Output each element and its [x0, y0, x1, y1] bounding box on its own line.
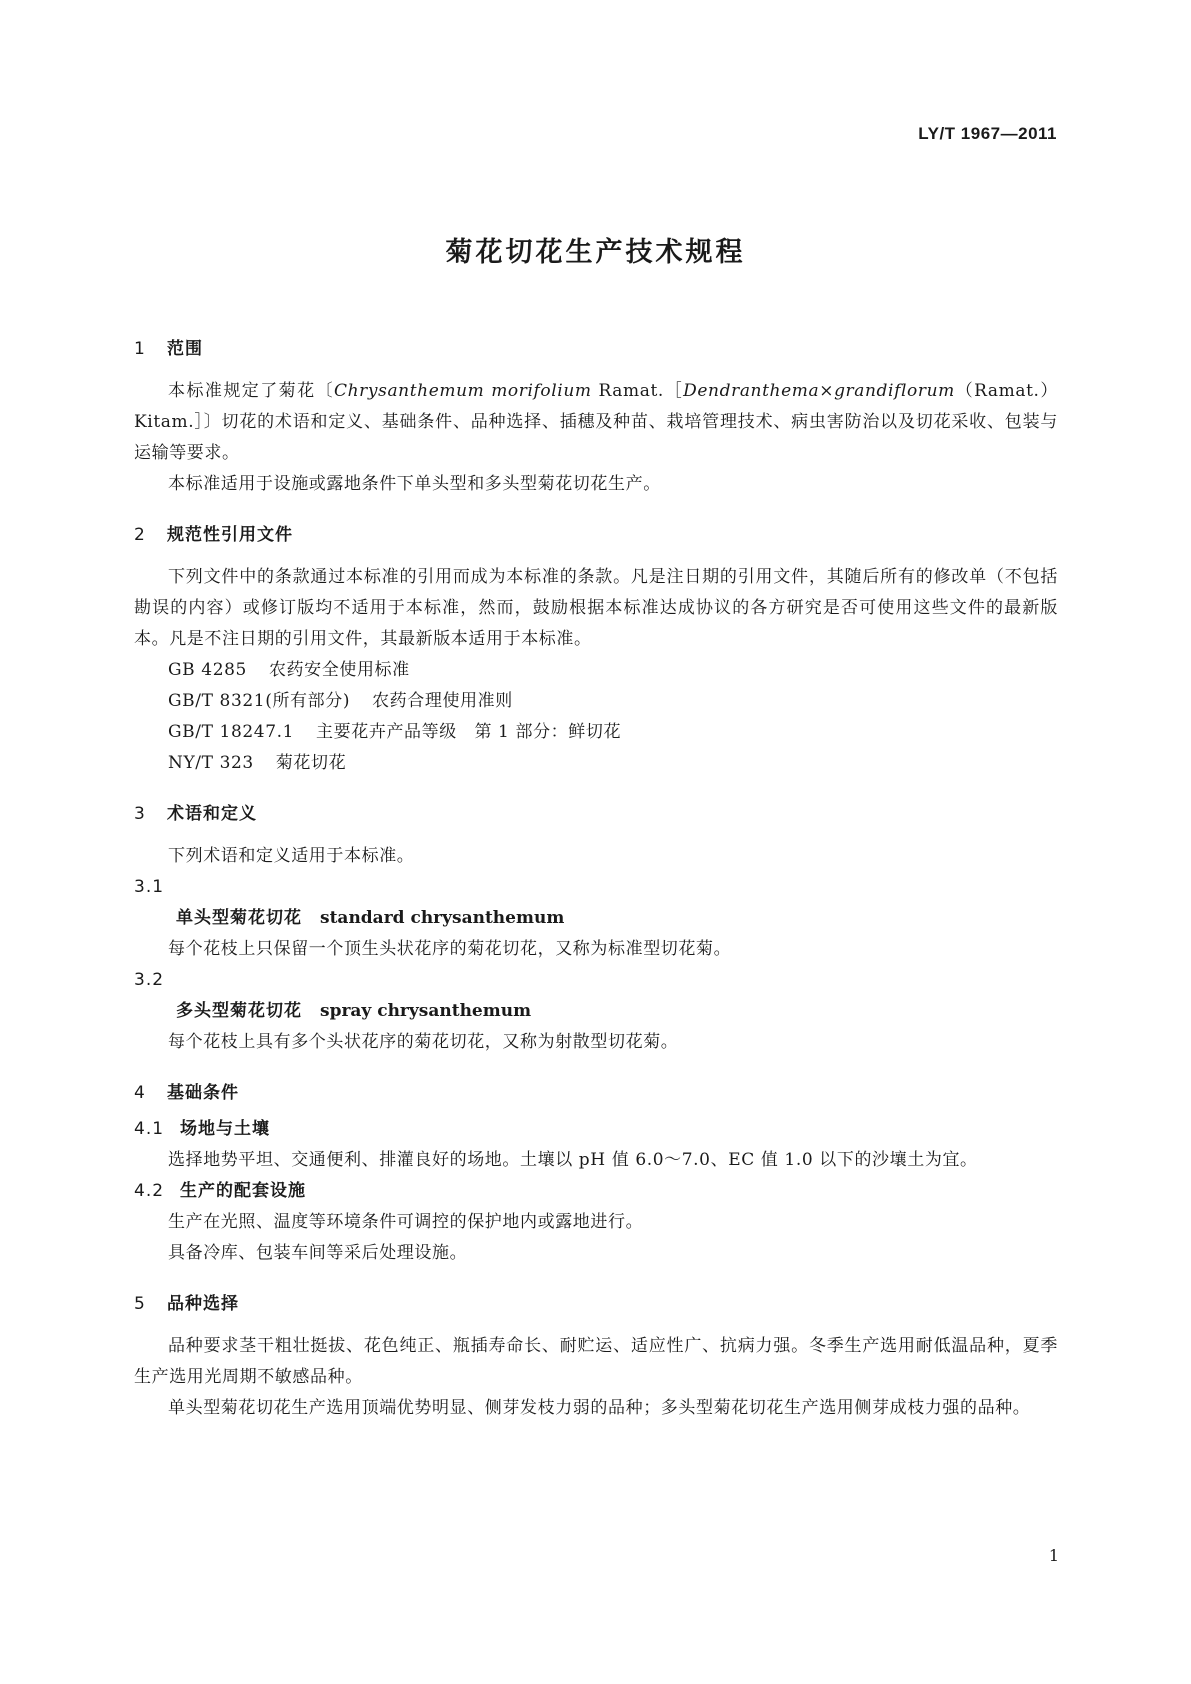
clause-4-2-heading: 4.2 生产的配套设施	[134, 1181, 306, 1201]
section-number: 1	[134, 339, 146, 359]
standard-code: LY/T 1967—2011	[918, 124, 1057, 143]
clause-number: 3.1	[134, 877, 165, 897]
clause-4-1-heading: 4.1 场地与土壤	[134, 1119, 270, 1139]
references-paragraph: 下列文件中的条款通过本标准的引用而成为本标准的条款。凡是注日期的引用文件，其随后所有的修改单（不包括勘误的内容）或修订版均不适用于本标准，然而，鼓励根据本标准达成协议的各方研究是否可使用这些文件的最新版本。凡是不注日期的引用文件，其最新版本适用于本标准。	[134, 567, 1058, 649]
section-number: 4	[134, 1083, 146, 1103]
terms-intro: 下列术语和定义适用于本标准。	[168, 846, 415, 866]
section-number: 3	[134, 804, 146, 824]
document-body	[134, 336, 1058, 1424]
section-number: 2	[134, 525, 146, 545]
latin-name: grandiflorum	[834, 381, 955, 401]
term-entry	[134, 996, 1058, 1027]
section-number: 5	[134, 1294, 146, 1314]
reference-item: GB 4285 农药安全使用标准	[168, 660, 410, 680]
variety-paragraph-2: 单头型菊花切花生产选用顶端优势明显、侧芽发枝力弱的品种；多头型菊花切花生产选用侧芽成枝力强的品种。	[168, 1398, 1031, 1418]
section-3-heading	[134, 801, 1058, 827]
latin-name: Dendranthema	[683, 381, 820, 401]
term-chinese: 单头型菊花切花	[176, 908, 302, 928]
section-1-heading	[134, 336, 1058, 362]
page-number: 1	[1048, 1546, 1059, 1565]
section-title: 术语和定义	[167, 804, 257, 824]
term-definition: 每个花枝上只保留一个顶生头状花序的菊花切花，又称为标准型切花菊。	[168, 939, 732, 959]
section-title: 品种选择	[167, 1294, 239, 1314]
term-entry	[134, 903, 1058, 934]
reference-item: GB/T 18247.1 主要花卉产品等级 第 1 部分：鲜切花	[168, 722, 622, 742]
term-english: spray chrysanthemum	[320, 1001, 532, 1021]
section-title: 范围	[167, 339, 203, 359]
section-2-heading	[134, 522, 1058, 548]
section-4-heading	[134, 1080, 1058, 1106]
section-title: 规范性引用文件	[167, 525, 293, 545]
clause-number: 3.2	[134, 970, 165, 990]
section-title: 基础条件	[167, 1083, 239, 1103]
reference-item: GB/T 8321(所有部分) 农药合理使用准则	[168, 691, 513, 711]
variety-paragraph-1: 品种要求茎干粗壮挺拔、花色纯正、瓶插寿命长、耐贮运、适应性广、抗病力强。冬季生产选用耐低温品种，夏季生产选用光周期不敏感品种。	[134, 1336, 1058, 1387]
scope-paragraph-2: 本标准适用于设施或露地条件下单头型和多头型菊花切花生产。	[168, 474, 661, 494]
facilities-paragraph-2: 具备冷库、包装车间等采后处理设施。	[168, 1243, 468, 1263]
section-5-heading	[134, 1291, 1058, 1317]
site-soil-paragraph: 选择地势平坦、交通便利、排灌良好的场地。土壤以 pH 值 6.0～7.0、EC 值 1.0 以下的沙壤土为宜。	[168, 1150, 978, 1170]
term-english: standard chrysanthemum	[320, 908, 565, 928]
facilities-paragraph-1: 生产在光照、温度等环境条件可调控的保护地内或露地进行。	[168, 1212, 644, 1232]
document-title: 菊花切花生产技术规程	[445, 237, 746, 268]
term-definition: 每个花枝上具有多个头状花序的菊花切花，又称为射散型切花菊。	[168, 1032, 679, 1052]
reference-item: NY/T 323 菊花切花	[168, 753, 347, 773]
latin-name: Chrysanthemum morifolium	[334, 381, 592, 401]
term-chinese: 多头型菊花切花	[176, 1001, 302, 1021]
scope-paragraph-1: 本标准规定了菊花〔Chrysanthemum morifolium Ramat.［Dendranthema×grandiflorum（Ramat.）Kitam.］〕切花的术语和定义、基础条件、品种选择、插穗及种苗、栽培管理技术、病虫害防治以及切花采收、包装与运输等要求。	[134, 381, 1058, 463]
